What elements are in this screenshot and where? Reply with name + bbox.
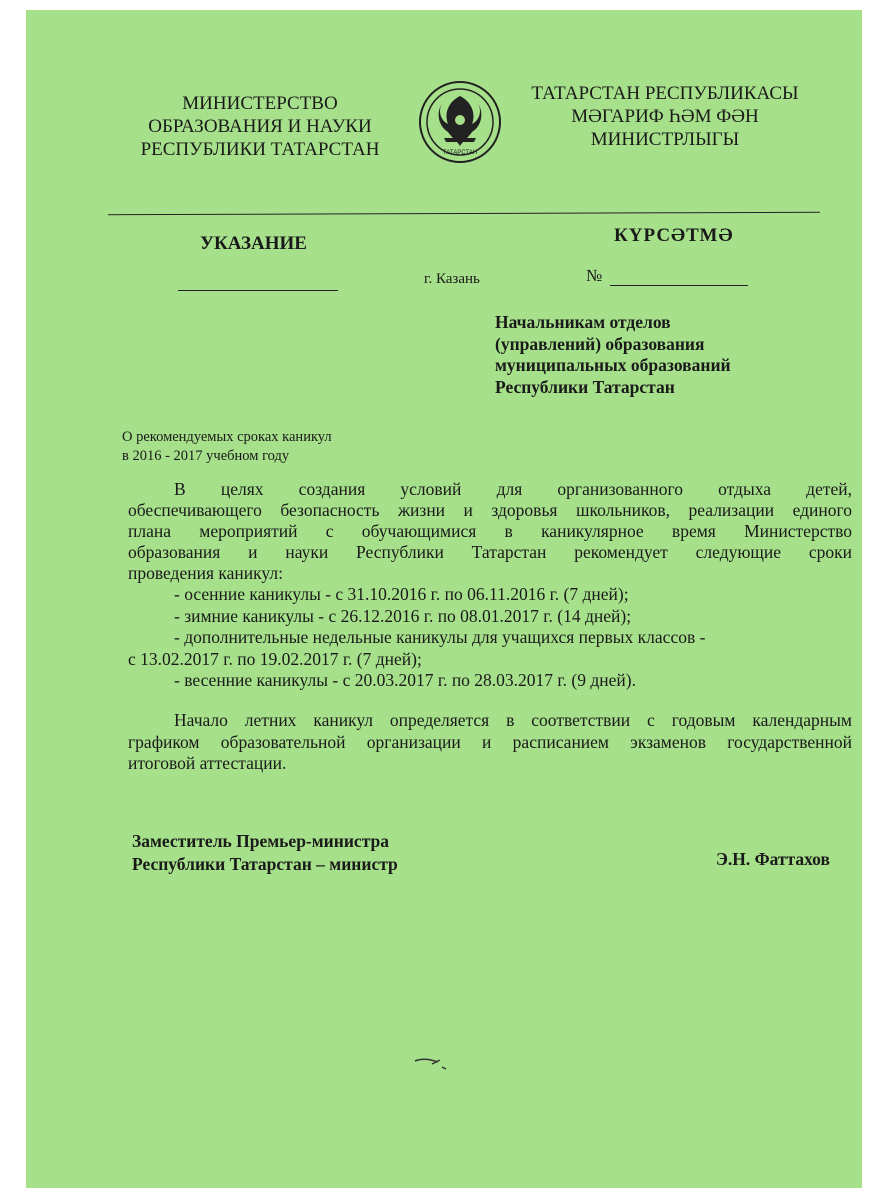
body-closing <box>128 710 852 775</box>
doc-type-ru: УКАЗАНИЕ <box>200 233 307 254</box>
intro-line-5: проведения каникул: <box>128 563 283 583</box>
date-blank-line <box>178 290 338 291</box>
intro-line-3: плана мероприятий с обучающимися в каникулярное время Министерство <box>128 521 852 541</box>
ministry-tt-line-2: МӘГАРИФ ҺӘМ ФӘН <box>571 106 759 127</box>
intro-line-4: образования и науки Республики Татарстан рекомендует следующие сроки <box>128 542 852 562</box>
ministry-name-tt <box>515 82 815 151</box>
holiday-item-first-grade: - дополнительные недельные каникулы для учащихся первых классов - <box>174 627 706 647</box>
ministry-tt-line-3: МИНИСТРЛЫГЫ <box>590 129 740 150</box>
holiday-item-first-grade-dates: с 13.02.2017 г. по 19.02.2017 г. (7 дней); <box>128 648 422 669</box>
addressee-line-2: (управлений) образования <box>495 333 705 354</box>
ministry-ru-line-1: МИНИСТЕРСТВО <box>182 93 338 114</box>
ministry-tt-line-1: ТАТАРСТАН РЕСПУБЛИКАСЫ <box>531 83 799 104</box>
coat-of-arms-emblem <box>418 80 502 164</box>
signatory-title-line-2: Республики Татарстан – министр <box>132 854 398 874</box>
tatarstan-emblem-icon <box>418 80 502 164</box>
holiday-item-winter: - зимние каникулы - с 26.12.2016 г. по 08.01.2017 г. (14 дней); <box>174 605 632 626</box>
closing-line-1: Начало летних каникул определяется в соответствии с годовым календарным <box>174 710 852 730</box>
ministry-ru-line-2: ОБРАЗОВАНИЯ И НАУКИ <box>148 116 372 137</box>
ministry-ru-line-3: РЕСПУБЛИКИ ТАТАРСТАН <box>140 139 380 160</box>
subject-line-1: О рекомендуемых сроках каникул <box>122 429 332 445</box>
city-label: г. Казань <box>424 271 480 287</box>
intro-line-2: обеспечивающего безопасность жизни и здоровья школьников, реализации единого <box>128 500 852 520</box>
closing-line-3: итоговой аттестации. <box>128 753 287 773</box>
addressee-line-3: муниципальных образований <box>495 355 731 375</box>
intro-line-1: В целях создания условий для организованного отдыха детей, <box>174 479 852 499</box>
closing-line-2: графиком образовательной организации и расписанием экзаменов государственной <box>128 731 852 752</box>
number-blank-line <box>610 285 748 286</box>
number-label: № <box>586 266 603 285</box>
holiday-item-autumn: - осенние каникулы - с 31.10.2016 г. по 06.11.2016 г. (7 дней); <box>174 584 629 604</box>
signatory-name: Э.Н. Фаттахов <box>716 849 830 869</box>
body-intro <box>128 479 852 584</box>
addressee-line-4: Республики Татарстан <box>495 376 675 397</box>
ministry-name-ru <box>110 92 410 161</box>
holiday-item-spring: - весенние каникулы - с 20.03.2017 г. по 28.03.2017 г. (9 дней). <box>174 670 636 690</box>
signatory-title-line-1: Заместитель Премьер-министра <box>132 831 389 851</box>
subject-block <box>122 428 332 466</box>
holiday-list <box>128 584 852 692</box>
emblem-caption: ТАТАРСТАН <box>442 150 478 156</box>
doc-type-tt: КҮРСӘТМӘ <box>614 225 734 246</box>
ink-mark-icon <box>412 1052 452 1072</box>
addressee-block <box>495 312 731 398</box>
subject-line-2: в 2016 - 2017 учебном году <box>122 448 290 464</box>
signatory-title <box>132 830 398 876</box>
addressee-line-1: Начальникам отделов <box>495 312 671 332</box>
